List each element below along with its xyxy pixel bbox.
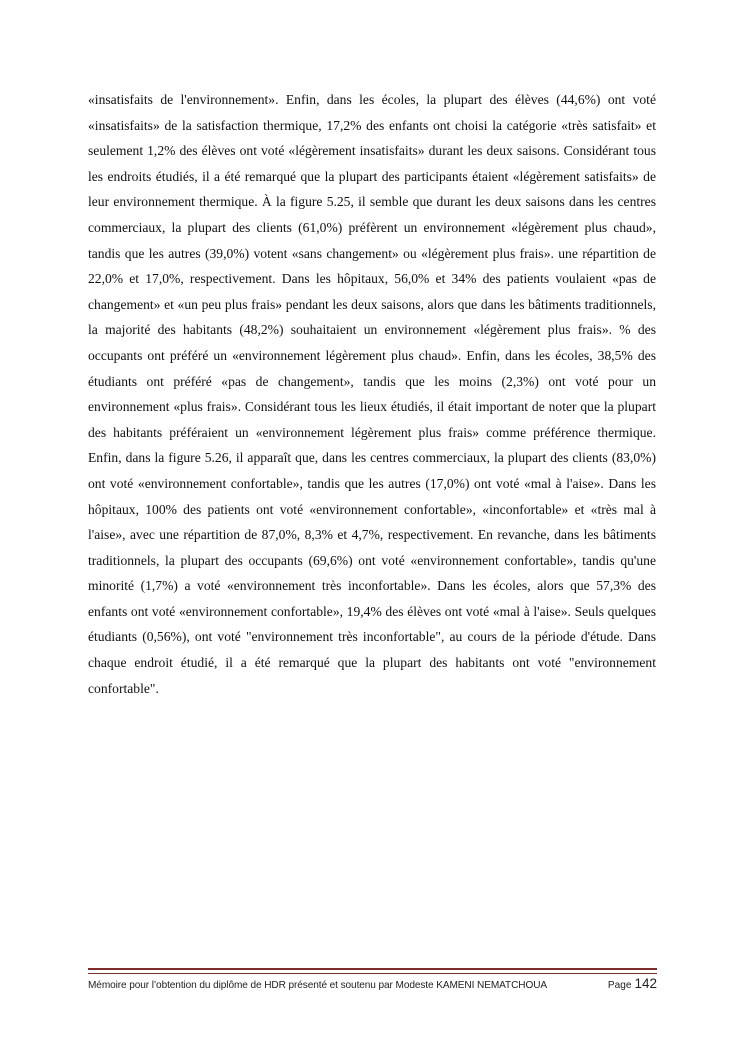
page-number: 142 [634,976,657,991]
page-number-block [608,976,657,991]
body-paragraph: «insatisfaits de l'environnement». Enfin, dans les écoles, la plupart des élèves (44,6%) ont voté «insatisfaits» de la satisfaction thermique, 17,2% des enfants ont choisi la catégorie «très satisfait» et seulement 1,2% des élèves ont voté «légèrement insatisfaits» durant les deux saisons. Considérant tous les endroits étudiés, il a été remarqué que la plupart des participants étaient «légèrement satisfaits» de leur environnement thermique. À la figure 5.25, il semble que durant les deux saisons dans les centres commerciaux, la plupart des clients (61,0%) préfèrent un environnement «légèrement plus chaud», tandis que les autres (39,0%) votent «sans changement» ou «légèrement plus frais». une répartition de 22,0% et 17,0%, respectivement. Dans les hôpitaux, 56,0% et 34% des patients voulaient «pas de changement» et «un peu plus frais» pendant les deux saisons, alors que dans les bâtiments traditionnels, la majorité des habitants (48,2%) souhaitaient un environnement «légèrement plus frais». % des occupants ont préféré un «environnement légèrement plus chaud». Enfin, dans les écoles, 38,5% des étudiants ont préféré «pas de changement», tandis que les moins (2,3%) ont voté pour un environnement «plus frais». Considérant tous les lieux étudiés, il était important de noter que la plupart des habitants préféraient un «environnement légèrement plus frais» comme préférence thermique. Enfin, dans la figure 5.26, il apparaît que, dans les centres commerciaux, la plupart des clients (83,0%) ont voté «environnement confortable», tandis que les autres (17,0%) ont voté «mal à l'aise». Dans les hôpitaux, 100% des patients ont voté «environnement confortable», «inconfortable» et «très mal à l'aise», avec une répartition de 87,0%, 8,3% et 4,7%, respectivement. En revanche, dans les bâtiments traditionnels, la plupart des occupants (69,6%) ont voté «environnement confortable», tandis qu'une minorité (1,7%) a voté «environnement très inconfortable». Dans les écoles, alors que 57,3% des enfants ont voté «environnement confortable», 19,4% des élèves ont voté «mal à l'aise». Seuls quelques étudiants (0,56%), ont voté "environnement très inconfortable", au cours de la période d'étude. Dans chaque endroit étudié, il a été remarqué que la plupart des habitants ont voté "environnement confortable". [88,92,656,696]
footer-rule-thick [88,968,657,970]
footer-rule-thin [88,973,657,974]
page-label: Page [607,980,632,991]
page-footer [88,976,657,994]
footer-caption: Mémoire pour l’obtention du diplôme de HDR présenté et soutenu par Modeste KAMENI NEMATCHOUA [88,980,548,991]
